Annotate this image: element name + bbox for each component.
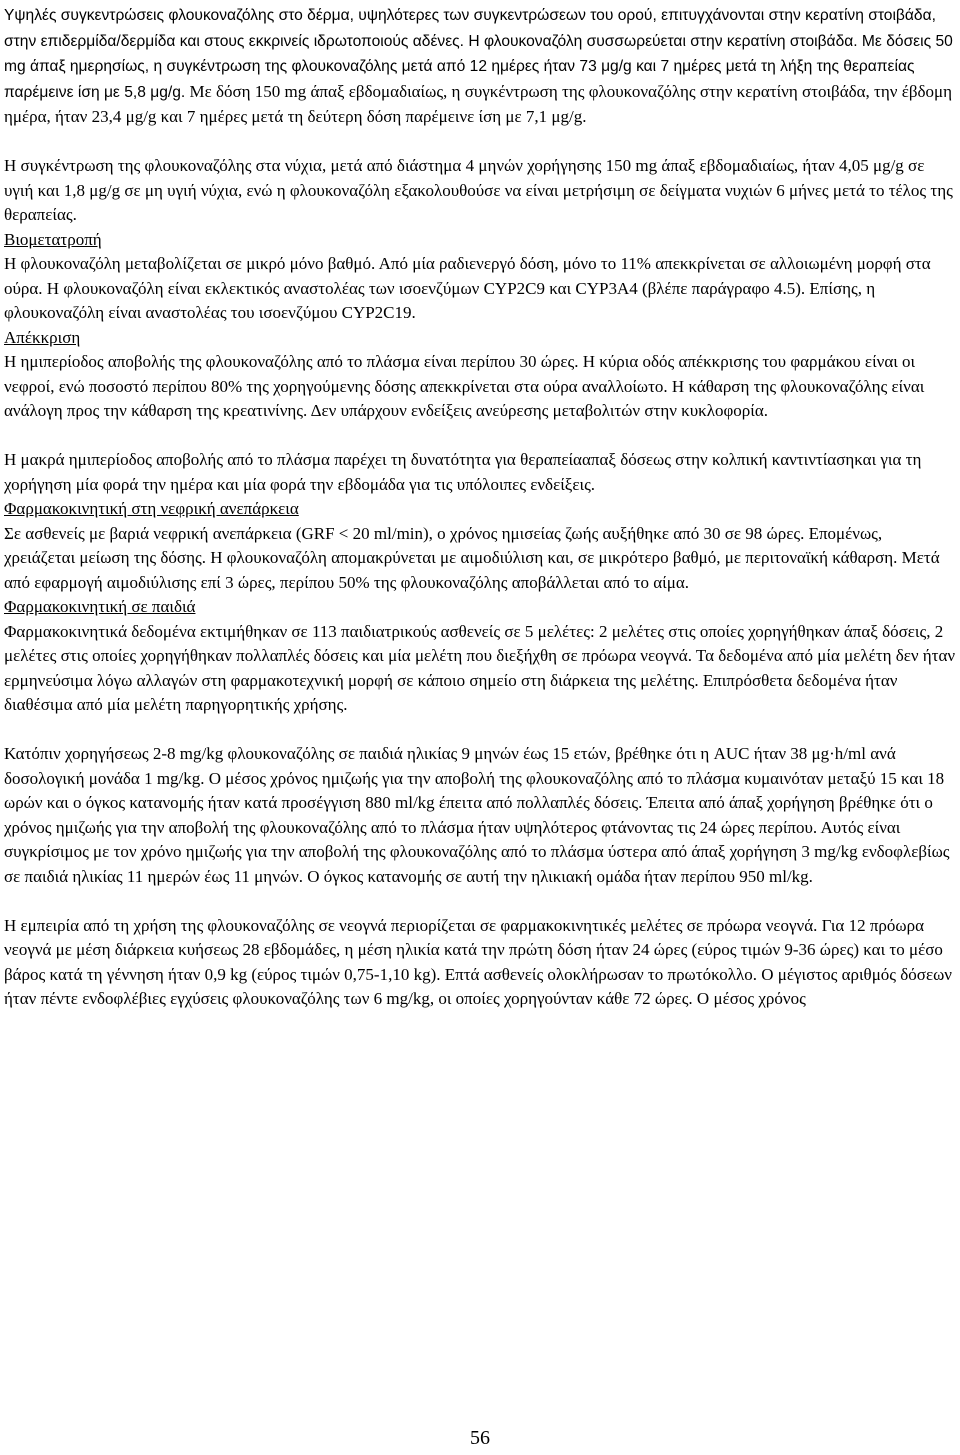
elimination-paragraph: Η ημιπερίοδος αποβολής της φλουκοναζόλης από το πλάσμα είναι περίπου 30 ώρες. Η κύρια οδός απέκκρισης του φαρμάκου είναι οι νεφροί, ενώ ποσοστό περίπου 80% της χορηγούμενης δόσης απεκκρίνεται στα ούρα αναλλοίωτο. Η κάθαρση της φλουκοναζόλης είναι ανάλογη προς την κάθαρση της κρεατινίνης. Δεν υπάρχουν ενδείξεις ανεύρεσης μεταβολιτών στην κυκλοφορία. xyxy=(4,352,925,420)
half-life-paragraph: Η μακρά ημιπερίοδος αποβολής από το πλάσμα παρέχει τη δυνατότητα για θεραπείααπαξ δόσεως στην κολπική καντιντίασηκαι για τη χορήγηση μία φορά την ημέρα και μία φορά την εβδομάδα για τις υπόλοιπες ενδείξεις. xyxy=(4,450,922,494)
children-pk-heading: Φαρμακοκινητική σε παιδιά xyxy=(4,597,196,616)
biotransformation-paragraph: Η φλουκοναζόλη μεταβολίζεται σε μικρό μόνο βαθμό. Από μία ραδιενεργό δόση, μόνο το 11% απεκκρίνεται σε αλλοιωμένη μορφή στα ούρα. Η φλουκοναζόλη είναι εκλεκτικός αναστολέας των ισοενζύμων CYP2C9 και CYP3A4 (βλέπε παράγραφο 4.5). Επίσης, η φλουκοναζόλη είναι αναστολέας του ισοενζύμου CYP2C19. xyxy=(4,254,931,322)
elimination-heading: Απέκκριση xyxy=(4,327,81,347)
renal-impairment-heading: Φαρμακοκινητική στη νεφρική ανεπάρκεια xyxy=(4,499,299,518)
neonates-paragraph: Η εμπειρία από τη χρήση της φλουκοναζόλης σε νεογνά περιορίζεται σε φαρμακοκινητικές μελέτες σε πρόωρα νεογνά. Για 12 πρόωρα νεογνά με μέση διάρκεια κυήσεως 28 εβδομάδες, η μέση ηλικία κατά την πρώτη δόση ήταν 24 ώρες (εύρος τιμών 9-36 ώρες) και το μέσο βάρος κατά τη γέννηση ήταν 0,9 kg (εύρος τιμών 0,75-1,10 kg). Επτά ασθενείς ολοκλήρωσαν το πρωτόκολλο. Ο μέγιστος αριθμός δόσεων ήταν πέντε ενδοφλέβιες εγχύσεις φλουκοναζόλης των 6 mg/kg, οι οποίες χορηγούνταν κάθε 72 ώρες. Ο μέσος χρόνος xyxy=(4,915,952,1008)
pk-distribution-paragraph xyxy=(4,3,956,130)
nails-paragraph: Η συγκέντρωση της φλουκοναζόλης στα νύχια, μετά από διάστημα 4 μηνών χορήγησης 150 mg άπαξ εβδομαδιαίως, ήταν 4,05 μg/g σε υγιή και 1,8 μg/g σε μη υγιή νύχια, ενώ η φλουκοναζόλη εξακολουθούσε να είναι μετρήσιμη σε δείγματα νυχιών 6 μήνες μετά το τέλος της θεραπείας. xyxy=(4,156,953,224)
document-page xyxy=(4,3,956,1012)
children-dosing-paragraph: Κατόπιν χορηγήσεως 2-8 mg/kg φλουκοναζόλης σε παιδιά ηλικίας 9 μηνών έως 15 ετών, βρέθηκε ότι η AUC ήταν 38 μg·h/ml ανά δοσολογική μονάδα 1 mg/kg. Ο μέσος χρόνος ημιζωής για την αποβολή της φλουκοναζόλης από το πλάσμα κυμαινόταν μεταξύ 15 και 18 ωρών και ο όγκος κατανομής ήταν κατά προσέγγιση 880 ml/kg έπειτα από πολλαπλές δόσεις. Έπειτα από άπαξ χορήγηση βρέθηκε ότι ο χρόνος ημιζωής για την αποβολή της φλουκοναζόλης από το πλάσμα ήταν υψηλότερος φτάνοντας τις 24 ώρες περίπου. Αυτός είναι συγκρίσιμος με τον χρόνο ημιζωής για την αποβολή της φλουκοναζόλης από το πλάσμα ύστερα από άπαξ χορήγηση 3 mg/kg ενδοφλεβίως σε παιδιά ηλικίας 11 ημερών έως 11 μηνών. Ο όγκος κατανομής σε αυτή την ηλικιακή ομάδα ήταν περίπου 950 ml/kg. xyxy=(4,744,950,886)
pk-distribution-text-part2: Με δόση 150 mg άπαξ εβδομαδιαίως, η συγκέντρωση της φλουκοναζόλης στην κερατίνη στοιβάδα, την έβδομη ημέρα, ήταν 23,4 μg/g και 7 ημέρες μετά τη δεύτερη δόση παρέμεινε ίση με 7,1 μg/g. xyxy=(4,81,952,126)
page-number: 56 xyxy=(470,1427,490,1449)
biotransformation-heading: Βιομετατροπή xyxy=(4,229,102,249)
pk-distribution-text-part1: Υψηλές συγκεντρώσεις φλουκοναζόλης στο δέρμα, υψηλότερες των συγκεντρώσεων του ορού, επιτυγχάνονται στην κερατίνη στοιβάδα, στην επιδερμίδα/δερμίδα και στους εκκρινείς ιδρωτοποιούς αδένες. Η φλουκοναζόλη συσσωρεύεται στην κερατίνη στοιβάδα. Με δόσεις 50 mg άπαξ ημερησίως, η συγκέντρωση της φλουκοναζόλης μετά από 12 ημέρες ήταν 73 μg/g και 7 ημέρες μετά τη λήξη της θεραπείας παρέμεινε ίση με 5,8 μg/g. xyxy=(4,7,953,101)
children-pk-paragraph: Φαρμακοκινητικά δεδομένα εκτιμήθηκαν σε 113 παιδιατρικούς ασθενείς σε 5 μελέτες: 2 μελέτες στις οποίες χορηγήθηκαν άπαξ δόσεις, 2 μελέτες στις οποίες χορηγήθηκαν πολλαπλές δόσεις και μία μελέτη που διεξήχθη σε πρόωρα νεογνά. Τα δεδομένα από μία μελέτη δεν ήταν ερμηνεύσιμα λόγω αλλαγών στη φαρμακοτεχνική μορφή σε κάποιο σημείο στη διάρκεια της μελέτης. Επιπρόσθετα δεδομένα ήταν διαθέσιμα από μία μελέτη παρηγορητικής χρήσης. xyxy=(4,621,956,714)
renal-impairment-paragraph: Σε ασθενείς με βαριά νεφρική ανεπάρκεια (GRF < 20 ml/min), ο χρόνος ημισείας ζωής αυξήθηκε από 30 σε 98 ώρες. Επομένως, χρειάζεται μείωση της δόσης. Η φλουκοναζόλη απομακρύνεται με αιμοδιύλιση και, σε μικρότερο βαθμό, με περιτοναϊκή κάθαρση. Μετά από εφαρμογή αιμοδιύλισης επί 3 ώρες, περίπου 50% της φλουκοναζόλης αποβάλλεται από το αίμα. xyxy=(4,523,940,592)
